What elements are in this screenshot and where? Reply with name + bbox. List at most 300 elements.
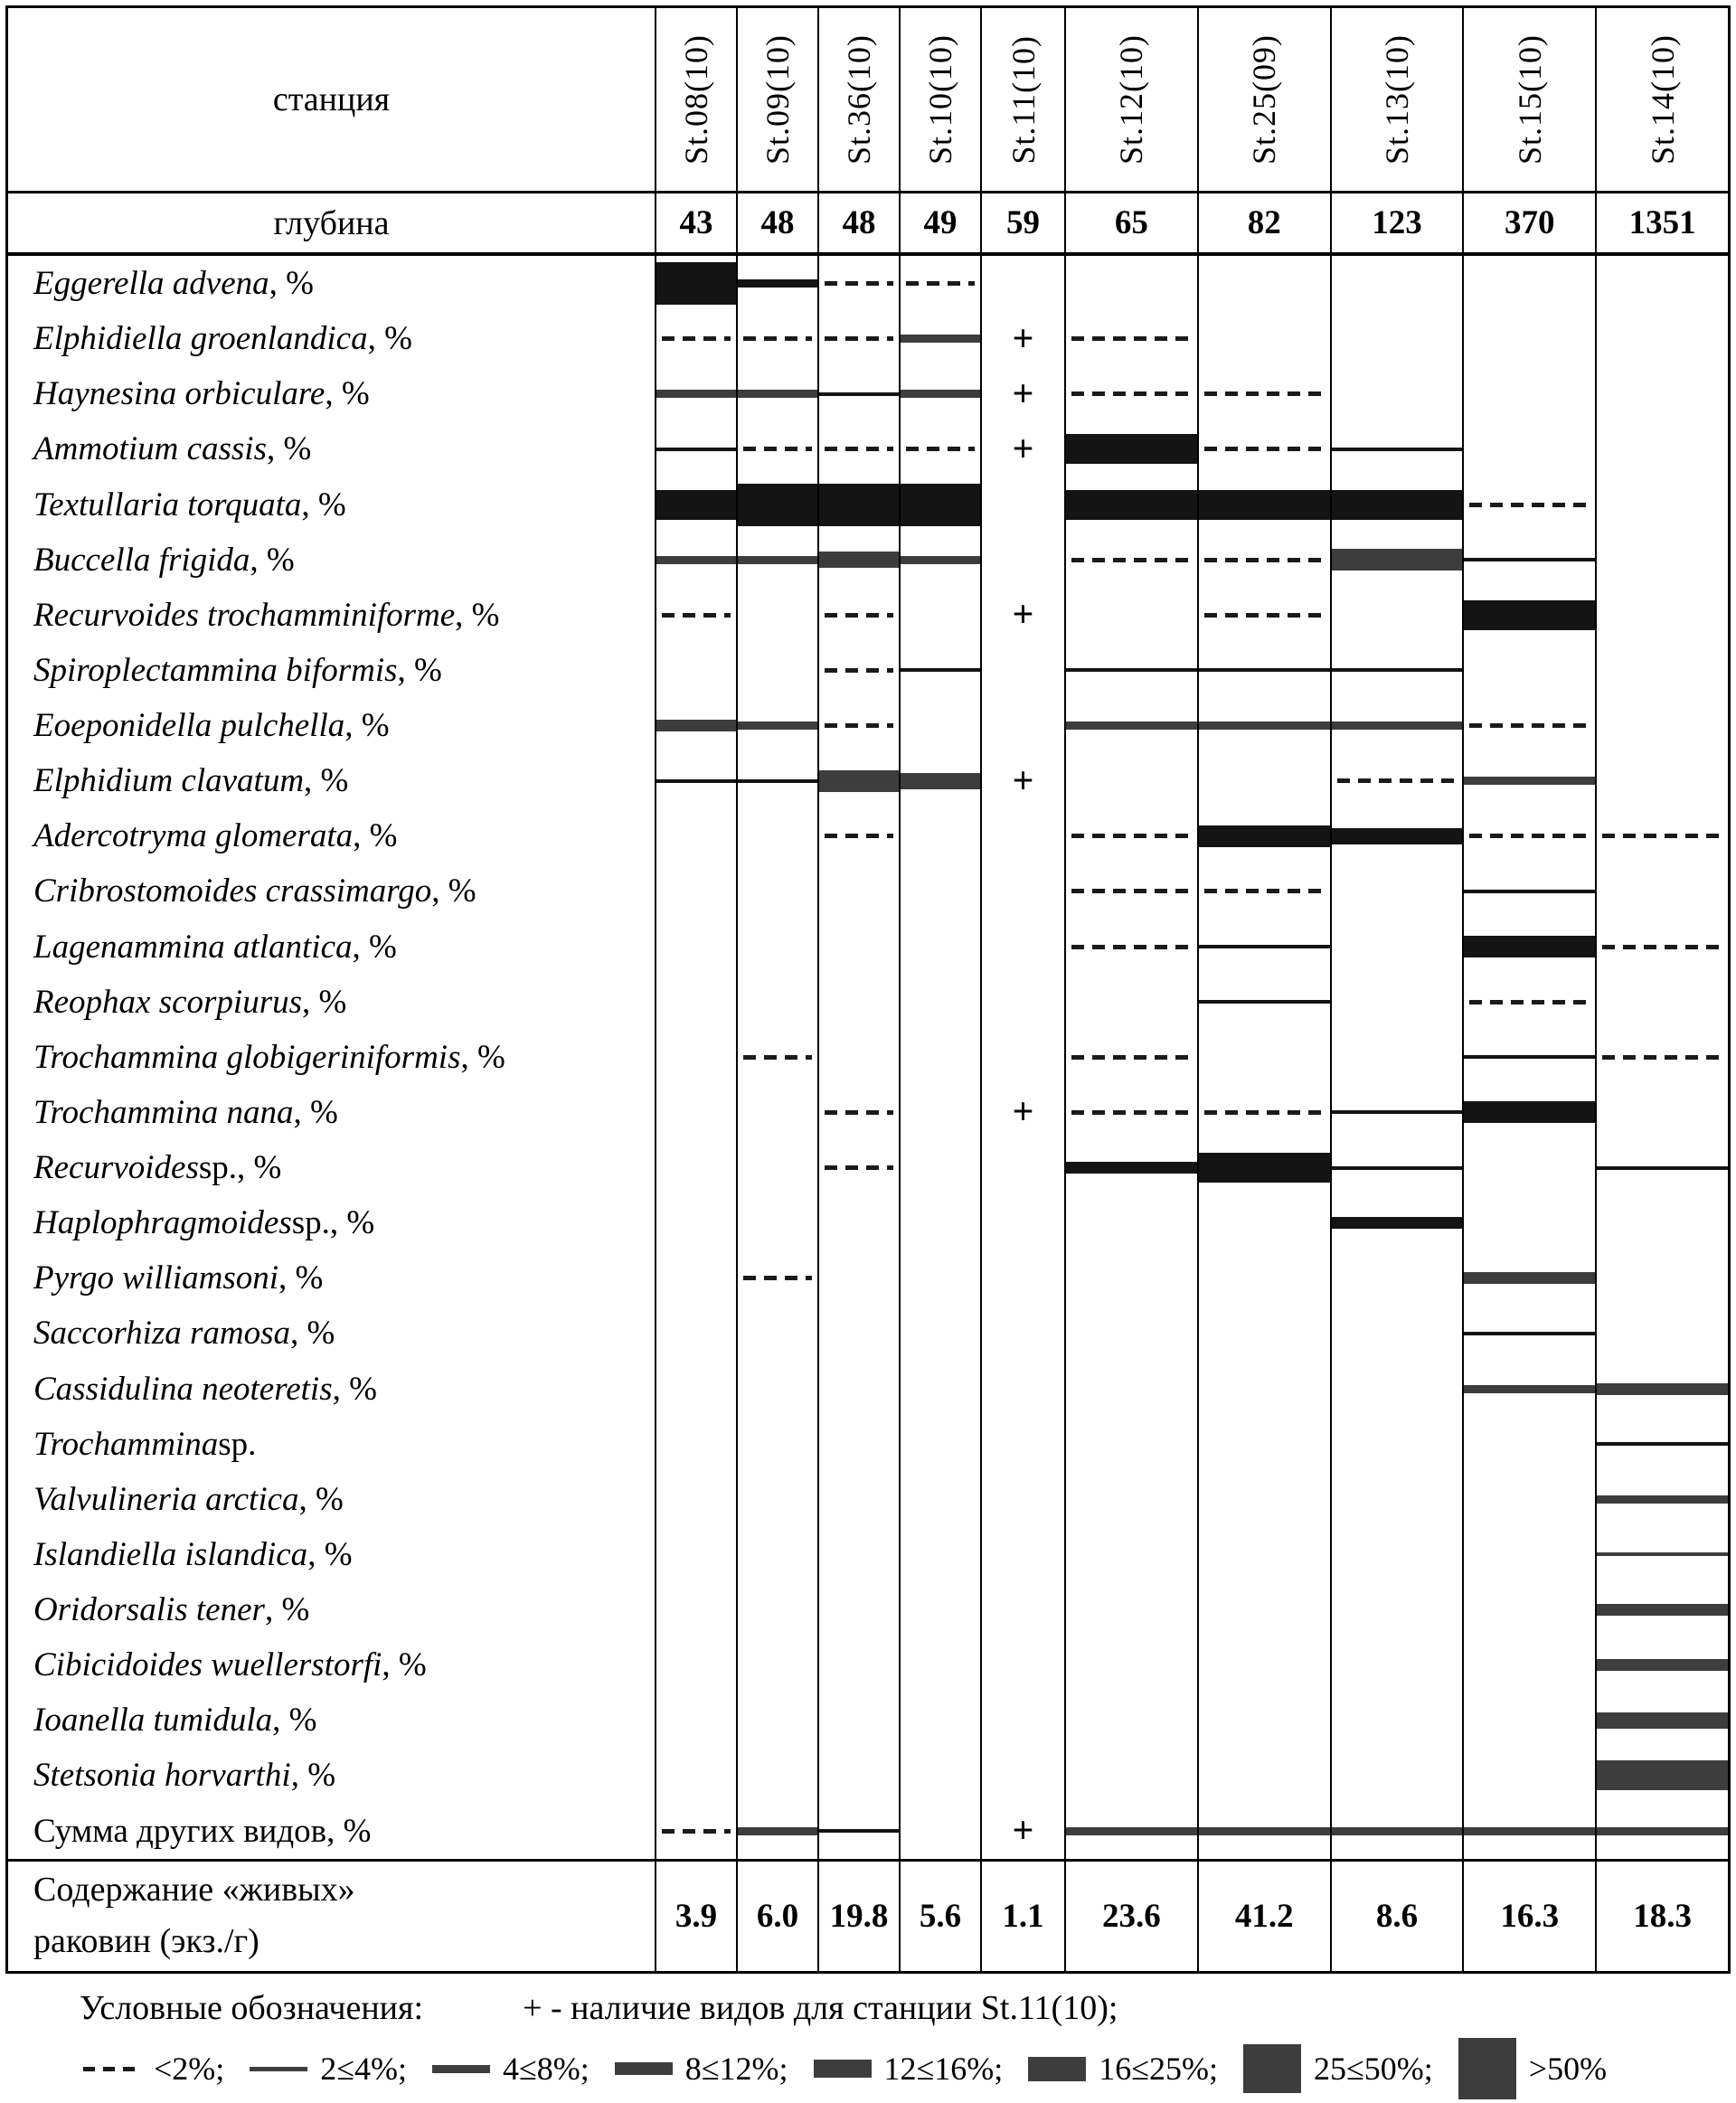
abundance-cell <box>655 1250 736 1306</box>
species-name-roman: , % <box>431 872 476 910</box>
abundance-cell <box>1330 1362 1463 1417</box>
abundance-cell <box>1197 1637 1330 1693</box>
abundance-cell <box>1064 1362 1197 1417</box>
abundance-cell <box>1330 588 1463 643</box>
abundance-cell <box>1595 1195 1728 1250</box>
abundance-cell <box>1462 366 1595 421</box>
abundance-bar <box>901 773 980 789</box>
abundance-bar <box>1597 1712 1728 1729</box>
abundance-cell <box>1197 863 1330 919</box>
abundance-dash-bar <box>1602 834 1722 838</box>
live-content-value <box>980 1859 1064 1971</box>
abundance-bar <box>1199 668 1330 672</box>
abundance-cell <box>1064 1250 1197 1306</box>
abundance-cell <box>736 1693 817 1748</box>
abundance-cell <box>980 1417 1064 1472</box>
abundance-bar <box>1066 434 1197 464</box>
abundance-cell <box>1064 1140 1197 1195</box>
species-name <box>8 256 655 311</box>
depth-value <box>817 193 899 256</box>
abundance-cell <box>1330 1417 1463 1472</box>
live-content-value-text: 8.6 <box>1375 1897 1419 1935</box>
abundance-cell <box>1595 643 1728 698</box>
abundance-bar <box>738 484 817 526</box>
abundance-cell <box>655 1030 736 1085</box>
live-content-value-text: 3.9 <box>675 1897 718 1935</box>
abundance-cell <box>980 1527 1064 1582</box>
abundance-cell <box>1197 1140 1330 1195</box>
abundance-cell <box>655 1804 736 1859</box>
abundance-cell <box>1595 477 1728 533</box>
live-content-value <box>817 1859 899 1971</box>
abundance-cell <box>980 1140 1064 1195</box>
abundance-cell <box>899 421 980 476</box>
legend-item <box>615 2050 788 2088</box>
abundance-bar <box>1199 721 1330 730</box>
species-name-roman: , % <box>455 596 500 634</box>
abundance-cell <box>1330 533 1463 588</box>
abundance-cell <box>655 753 736 808</box>
abundance-bar <box>1597 1659 1728 1671</box>
depth-value-text: 48 <box>842 204 876 241</box>
abundance-cell <box>980 1362 1064 1417</box>
abundance-cell <box>736 808 817 863</box>
species-name-italic: Elphidiella groenlandica <box>33 320 368 358</box>
species-name-italic: Adercotryma glomerata <box>33 817 354 855</box>
abundance-cell <box>736 256 817 311</box>
abundance-dash-bar <box>1469 834 1590 838</box>
abundance-dash-bar <box>743 1276 812 1280</box>
abundance-dash-bar <box>662 336 731 341</box>
abundance-cell <box>1330 643 1463 698</box>
legend-item-label: <2%; <box>154 2051 225 2087</box>
presence-plus-mark: + <box>1012 594 1034 637</box>
abundance-bar <box>656 448 736 451</box>
abundance-cell <box>1330 1195 1463 1250</box>
depth-value-text: 59 <box>1006 204 1040 241</box>
station-header <box>817 8 899 193</box>
abundance-cell <box>655 1472 736 1527</box>
abundance-cell <box>1064 975 1197 1030</box>
legend-swatch <box>814 2060 872 2078</box>
abundance-cell <box>736 311 817 366</box>
abundance-bar <box>1464 1385 1595 1393</box>
legend-item <box>1028 2050 1218 2088</box>
abundance-cell <box>1064 698 1197 753</box>
abundance-bar <box>1199 1000 1330 1004</box>
station-header <box>1197 8 1330 193</box>
abundance-cell <box>736 588 817 643</box>
abundance-cell <box>1330 1030 1463 1085</box>
abundance-cell <box>1595 753 1728 808</box>
abundance-dash-bar <box>825 1165 893 1170</box>
species-name-italic: Oridorsalis tener <box>33 1591 265 1629</box>
abundance-cell <box>736 421 817 476</box>
abundance-cell <box>1595 698 1728 753</box>
abundance-cell <box>736 366 817 421</box>
abundance-cell <box>1595 863 1728 919</box>
abundance-cell <box>736 919 817 975</box>
species-name-roman: , % <box>307 1535 353 1573</box>
species-name <box>8 1140 655 1195</box>
abundance-bar <box>1332 721 1463 730</box>
abundance-cell <box>1462 1748 1595 1803</box>
abundance-dash-bar <box>1469 723 1590 728</box>
abundance-bar <box>656 720 736 731</box>
abundance-cell <box>899 975 980 1030</box>
abundance-cell <box>1064 1306 1197 1361</box>
abundance-bar <box>1464 936 1595 957</box>
species-name-roman: , % <box>302 983 347 1021</box>
legend-swatch <box>1028 2057 1086 2081</box>
abundance-cell <box>1462 311 1595 366</box>
abundance-cell <box>655 1637 736 1693</box>
abundance-bar <box>1332 549 1463 571</box>
abundance-cell <box>655 863 736 919</box>
abundance-cell <box>736 1582 817 1637</box>
abundance-cell <box>1330 1748 1463 1803</box>
species-name-italic: Buccella frigida <box>33 541 250 579</box>
abundance-cell <box>1197 421 1330 476</box>
abundance-bar <box>1332 1166 1463 1170</box>
abundance-cell <box>1330 1250 1463 1306</box>
abundance-cell <box>899 643 980 698</box>
abundance-cell <box>1330 311 1463 366</box>
abundance-cell <box>1197 311 1330 366</box>
abundance-cell <box>736 643 817 698</box>
abundance-cell <box>899 1362 980 1417</box>
abundance-cell <box>1462 1417 1595 1472</box>
station-header <box>1462 8 1595 193</box>
abundance-bar <box>1464 890 1595 893</box>
abundance-cell <box>655 975 736 1030</box>
abundance-dash-bar <box>743 336 812 341</box>
abundance-dash-bar <box>1071 558 1192 562</box>
abundance-cell <box>655 919 736 975</box>
abundance-cell <box>1330 863 1463 919</box>
abundance-cell <box>655 1527 736 1582</box>
abundance-cell <box>736 1472 817 1527</box>
abundance-cell <box>899 1804 980 1859</box>
species-name-italic: Trochammina <box>33 1425 219 1463</box>
abundance-cell <box>1197 366 1330 421</box>
live-content-value-text: 41.2 <box>1234 1897 1294 1935</box>
abundance-cell <box>1462 1527 1595 1582</box>
abundance-cell <box>655 256 736 311</box>
species-name-roman: Сумма других видов, % <box>33 1812 372 1850</box>
abundance-cell <box>1197 1693 1330 1748</box>
species-name-italic: Spiroplectammina biformis <box>33 651 398 689</box>
abundance-dash-bar <box>1071 889 1192 893</box>
abundance-cell <box>1330 366 1463 421</box>
species-name-roman: , % <box>460 1038 505 1076</box>
abundance-dash-bar <box>1071 1110 1192 1115</box>
abundance-cell <box>1595 1804 1728 1859</box>
abundance-cell <box>1197 1195 1330 1250</box>
abundance-dash-bar <box>1602 945 1722 949</box>
abundance-cell <box>980 1637 1064 1693</box>
abundance-dash-bar <box>906 447 975 451</box>
species-name-italic: Ioanella tumidula <box>33 1702 273 1740</box>
abundance-cell <box>1330 1582 1463 1637</box>
abundance-bar <box>738 556 817 564</box>
abundance-cell <box>980 863 1064 919</box>
species-name <box>8 533 655 588</box>
depth-value <box>1330 193 1463 256</box>
abundance-cell <box>1595 1637 1728 1693</box>
live-content-value-text: 1.1 <box>1002 1897 1044 1935</box>
species-name <box>8 1804 655 1859</box>
abundance-bar <box>819 1829 899 1833</box>
species-name-italic: Saccorhiza ramosa <box>33 1315 291 1353</box>
abundance-cell <box>1462 256 1595 311</box>
abundance-cell <box>1462 1195 1595 1250</box>
abundance-cell <box>899 1582 980 1637</box>
abundance-dash-bar <box>1071 336 1192 341</box>
legend-item <box>1458 2038 1607 2099</box>
abundance-cell <box>899 1195 980 1250</box>
abundance-cell <box>899 1306 980 1361</box>
species-name-italic: Trochammina nana <box>33 1093 294 1131</box>
species-name-roman: , % <box>325 375 370 413</box>
abundance-cell <box>736 1527 817 1582</box>
depth-value-text: 1351 <box>1628 204 1696 241</box>
station-header-label: St.08(10) <box>678 34 714 165</box>
abundance-cell <box>1197 1250 1330 1306</box>
species-name-roman: , % <box>367 320 412 358</box>
abundance-bar <box>1464 600 1595 630</box>
abundance-dash-bar <box>662 1829 731 1834</box>
abundance-cell <box>1462 588 1595 643</box>
species-name-italic: Stetsonia horvarthi <box>33 1757 291 1795</box>
species-name-italic: Cibicidoides wuellerstorfi <box>33 1646 382 1684</box>
abundance-bar <box>1066 721 1197 730</box>
abundance-cell <box>1064 753 1197 808</box>
abundance-cell <box>655 1362 736 1417</box>
abundance-cell <box>655 643 736 698</box>
depth-value <box>1197 193 1330 256</box>
species-name <box>8 1250 655 1306</box>
abundance-bar <box>656 556 736 564</box>
depth-value-text: 48 <box>760 204 795 241</box>
abundance-cell <box>899 311 980 366</box>
legend-line-2 <box>0 2034 1736 2103</box>
species-name-italic: Islandiella islandica <box>33 1535 308 1573</box>
legend <box>0 1982 1736 2103</box>
species-name-roman: , % <box>290 1757 336 1795</box>
species-name-italic: Textullaria torquata <box>33 486 302 523</box>
abundance-cell <box>1462 1306 1595 1361</box>
abundance-bar <box>1597 1552 1728 1556</box>
abundance-cell <box>1462 1804 1595 1859</box>
abundance-cell <box>1330 1527 1463 1582</box>
depth-value <box>655 193 736 256</box>
species-name-roman: sp., % <box>291 1204 375 1242</box>
abundance-cell <box>736 1195 817 1250</box>
abundance-cell <box>817 1030 899 1085</box>
species-name-roman: , % <box>272 1702 317 1740</box>
abundance-cell <box>980 477 1064 533</box>
station-header <box>899 8 980 193</box>
station-header-label: St.36(10) <box>841 34 877 165</box>
depth-value-text: 370 <box>1505 204 1555 241</box>
abundance-cell <box>736 863 817 919</box>
station-header <box>1595 8 1728 193</box>
abundance-bar <box>738 779 817 783</box>
legend-swatch <box>615 2062 673 2075</box>
station-header-label: St.14(10) <box>1644 34 1681 165</box>
abundance-cell <box>1595 1417 1728 1472</box>
abundance-cell <box>817 1362 899 1417</box>
abundance-cell <box>655 1582 736 1637</box>
abundance-cell <box>1064 256 1197 311</box>
species-name-italic: Haplophragmoides <box>33 1204 292 1242</box>
abundance-cell <box>980 1582 1064 1637</box>
species-name-italic: Elphidium clavatum <box>33 762 305 800</box>
abundance-bar <box>1597 1442 1728 1446</box>
abundance-bar <box>1066 1162 1197 1174</box>
live-content-value-text: 5.6 <box>919 1897 962 1935</box>
abundance-cell <box>1330 1804 1463 1859</box>
abundance-cell <box>980 698 1064 753</box>
abundance-cell <box>817 1195 899 1250</box>
abundance-dash-bar <box>825 834 893 838</box>
abundance-bar <box>819 552 899 568</box>
live-content-value-text: 19.8 <box>829 1897 889 1935</box>
abundance-bar <box>1597 1604 1728 1616</box>
live-content-value <box>1462 1859 1595 1971</box>
presence-plus-mark: + <box>1012 759 1034 802</box>
live-content-value <box>736 1859 817 1971</box>
abundance-cell <box>1197 753 1330 808</box>
abundance-cell <box>817 753 899 808</box>
abundance-cell <box>1064 1527 1197 1582</box>
species-name <box>8 366 655 421</box>
abundance-cell <box>817 1250 899 1306</box>
abundance-bar <box>1066 668 1197 672</box>
abundance-cell <box>1197 533 1330 588</box>
abundance-cell <box>980 1195 1064 1250</box>
species-name-roman: , % <box>290 1315 335 1353</box>
abundance-cell <box>1197 1804 1330 1859</box>
species-name-italic: Recurvoides trochamminiforme <box>33 596 456 634</box>
abundance-bar <box>1464 1332 1595 1335</box>
abundance-bar <box>738 721 817 730</box>
abundance-dash-bar <box>1204 889 1325 893</box>
abundance-cell <box>980 919 1064 975</box>
species-name-italic: Trochammina globigeriniformis <box>33 1038 461 1076</box>
abundance-cell <box>1064 477 1197 533</box>
species-name <box>8 698 655 753</box>
abundance-dash-bar <box>743 1055 812 1060</box>
species-name <box>8 1417 655 1472</box>
legend-item-label: 8≤12%; <box>684 2051 788 2087</box>
abundance-cell <box>1595 1030 1728 1085</box>
live-content-value-text: 18.3 <box>1633 1897 1692 1935</box>
abundance-cell <box>1595 808 1728 863</box>
abundance-cell <box>1197 698 1330 753</box>
abundance-cell <box>736 1748 817 1803</box>
species-name-roman: , % <box>250 541 295 579</box>
abundance-cell <box>817 477 899 533</box>
abundance-cell <box>1064 1195 1197 1250</box>
abundance-bar <box>1464 558 1595 561</box>
species-name <box>8 1306 655 1361</box>
live-content-label-line: раковин (экз./г) <box>33 1922 259 1961</box>
abundance-cell <box>817 1306 899 1361</box>
species-name-roman: , % <box>278 1259 324 1297</box>
species-name-italic: Lagenammina atlantica <box>33 928 353 966</box>
abundance-cell <box>1064 533 1197 588</box>
abundance-cell <box>736 1085 817 1140</box>
abundance-cell <box>817 919 899 975</box>
abundance-cell <box>1330 698 1463 753</box>
abundance-cell <box>817 1582 899 1637</box>
legend-item-label: 16≤25%; <box>1099 2051 1219 2087</box>
legend-item <box>83 2050 224 2088</box>
abundance-cell <box>1462 863 1595 919</box>
abundance-cell <box>1595 311 1728 366</box>
abundance-cell <box>899 1472 980 1527</box>
abundance-dash-bar <box>743 447 812 451</box>
legend-swatch <box>1243 2044 1301 2093</box>
abundance-cell <box>899 1250 980 1306</box>
abundance-cell <box>736 1030 817 1085</box>
live-content-value <box>1330 1859 1463 1971</box>
legend-line-1 <box>0 1982 1736 2034</box>
depth-value-text: 65 <box>1114 204 1148 241</box>
depth-value <box>899 193 980 256</box>
abundance-cell <box>1064 1582 1197 1637</box>
abundance-cell <box>1064 588 1197 643</box>
abundance-cell <box>1595 1362 1728 1417</box>
species-name <box>8 1085 655 1140</box>
species-name-roman: , % <box>304 762 349 800</box>
abundance-cell <box>1197 1748 1330 1803</box>
station-header-label: St.10(10) <box>922 34 958 165</box>
abundance-cell <box>899 1085 980 1140</box>
abundance-bar <box>1199 1153 1330 1183</box>
abundance-cell <box>899 919 980 975</box>
abundance-cell <box>817 588 899 643</box>
abundance-cell <box>1595 1140 1728 1195</box>
abundance-cell <box>1197 1472 1330 1527</box>
species-name <box>8 1582 655 1637</box>
presence-plus-mark: + <box>1012 1810 1034 1853</box>
species-name-italic: Ammotium cassis <box>33 430 267 468</box>
depth-value <box>1064 193 1197 256</box>
abundance-cell <box>655 1085 736 1140</box>
species-name <box>8 863 655 919</box>
abundance-bar <box>1332 1110 1463 1114</box>
abundance-dash-bar <box>906 281 975 286</box>
species-name <box>8 588 655 643</box>
abundance-bar <box>1066 490 1197 520</box>
abundance-cell <box>1197 1362 1330 1417</box>
abundance-bar <box>1464 1055 1595 1059</box>
abundance-dash-bar <box>825 336 893 341</box>
abundance-cell <box>1064 1417 1197 1472</box>
abundance-cell <box>1064 863 1197 919</box>
abundance-bar <box>1332 668 1463 672</box>
species-name-roman: , % <box>344 707 390 745</box>
legend-item <box>1243 2044 1433 2093</box>
abundance-cell <box>736 1637 817 1693</box>
abundance-cell <box>899 477 980 533</box>
abundance-bar <box>1332 490 1463 520</box>
station-header-label: St.11(10) <box>1005 34 1042 165</box>
station-header <box>1064 8 1197 193</box>
